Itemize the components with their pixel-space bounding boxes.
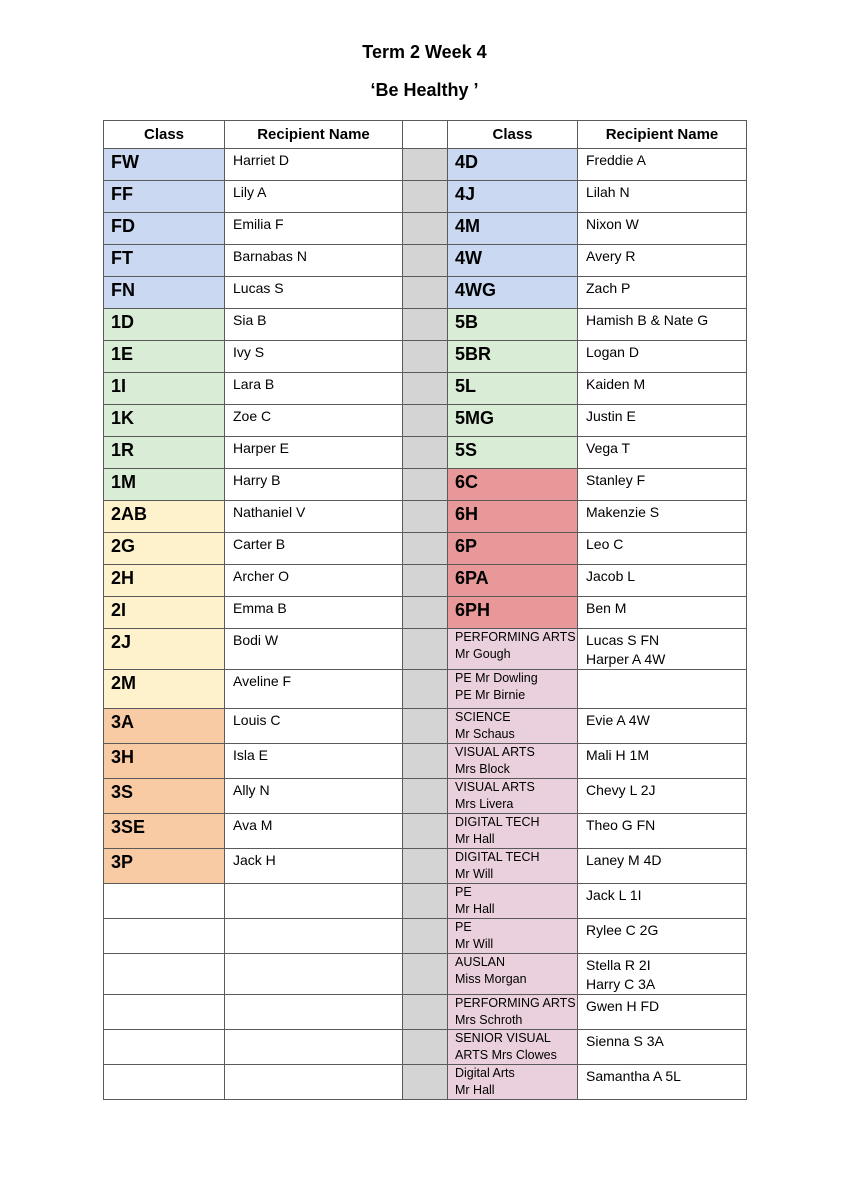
table-row (104, 709, 747, 744)
divider-cell (403, 1030, 448, 1065)
left-recipient-cell (225, 1065, 403, 1100)
right-class-line: VISUAL ARTS (455, 745, 535, 759)
left-recipient-cell: Emilia F (225, 213, 403, 245)
table-row (104, 277, 747, 309)
right-class-line: PERFORMING ARTS (455, 996, 576, 1010)
right-class-line: Mr Hall (455, 902, 495, 916)
right-class-cell (448, 373, 578, 405)
left-recipient-cell: Lucas S (225, 277, 403, 309)
right-class-line: Mr Will (455, 867, 494, 881)
table-row (104, 995, 747, 1030)
right-recipient-cell (578, 565, 747, 597)
right-recipient-cell (578, 629, 747, 670)
right-recipient-cell (578, 919, 747, 954)
right-class-cell (448, 919, 578, 954)
right-class-line: DIGITAL TECH (455, 850, 540, 864)
right-class-line: PE (455, 920, 472, 934)
right-recipient-line: Leo C (586, 536, 624, 552)
left-class-cell: 3P (104, 849, 225, 884)
table-row (104, 954, 747, 995)
table-row (104, 670, 747, 709)
divider-cell (403, 597, 448, 629)
table-row (104, 849, 747, 884)
right-class-cell (448, 565, 578, 597)
right-class-line: 4M (455, 216, 481, 236)
right-class-line: ARTS Mrs Clowes (455, 1048, 557, 1062)
right-class-line: 5B (455, 312, 479, 332)
right-class-cell (448, 501, 578, 533)
divider-cell (403, 709, 448, 744)
right-class-cell (448, 213, 578, 245)
right-recipient-line: Kaiden M (586, 376, 646, 392)
right-class-cell (448, 629, 578, 670)
right-recipient-line: Avery R (586, 248, 636, 264)
divider-cell (403, 670, 448, 709)
left-recipient-cell: Barnabas N (225, 245, 403, 277)
right-class-line: Mr Hall (455, 1083, 495, 1097)
right-class-line: 5S (455, 440, 478, 460)
left-recipient-cell: Archer O (225, 565, 403, 597)
table-row (104, 245, 747, 277)
right-class-cell (448, 309, 578, 341)
right-recipient-line: Ben M (586, 600, 627, 616)
table-row (104, 814, 747, 849)
left-class-cell (104, 1065, 225, 1100)
right-recipient-cell (578, 1030, 747, 1065)
divider-cell (403, 149, 448, 181)
left-recipient-cell (225, 995, 403, 1030)
table-row (104, 341, 747, 373)
right-recipient-cell (578, 849, 747, 884)
page-title: Term 2 Week 4 (362, 42, 487, 62)
right-recipient-cell (578, 309, 747, 341)
right-recipient-cell (578, 245, 747, 277)
right-recipient-cell (578, 501, 747, 533)
right-recipient-cell (578, 1065, 747, 1100)
left-recipient-cell: Carter B (225, 533, 403, 565)
right-recipient-cell (578, 814, 747, 849)
left-recipient-cell: Harriet D (225, 149, 403, 181)
table-row (104, 629, 747, 670)
left-recipient-cell: Emma B (225, 597, 403, 629)
left-class-cell (104, 884, 225, 919)
right-recipient-line: Harper A 4W (586, 651, 666, 667)
right-recipient-line: Jack L 1I (586, 887, 642, 903)
table-row (104, 437, 747, 469)
left-recipient-cell: Nathaniel V (225, 501, 403, 533)
right-class-cell (448, 779, 578, 814)
divider-cell (403, 995, 448, 1030)
right-class-line: 5BR (455, 344, 492, 364)
right-recipient-line: Jacob L (586, 568, 636, 584)
right-class-cell (448, 1065, 578, 1100)
right-recipient-cell (578, 954, 747, 995)
right-recipient-cell (578, 469, 747, 501)
right-recipient-line: Nixon W (586, 216, 639, 232)
right-class-cell (448, 597, 578, 629)
left-class-cell: FF (104, 181, 225, 213)
right-class-cell (448, 1030, 578, 1065)
right-class-cell (448, 277, 578, 309)
divider-cell (403, 469, 448, 501)
right-class-line: 4WG (455, 280, 497, 300)
left-class-cell: 1E (104, 341, 225, 373)
left-class-cell: 1M (104, 469, 225, 501)
left-class-cell: 1K (104, 405, 225, 437)
left-recipient-cell: Louis C (225, 709, 403, 744)
right-recipient-line: Mali H 1M (586, 747, 650, 763)
left-class-cell: 3A (104, 709, 225, 744)
divider-cell (403, 919, 448, 954)
right-recipient-line: Stanley F (586, 472, 646, 488)
left-class-cell (104, 919, 225, 954)
right-recipient-cell (578, 181, 747, 213)
left-class-cell: 1R (104, 437, 225, 469)
left-recipient-cell: Ivy S (225, 341, 403, 373)
divider-cell (403, 277, 448, 309)
right-class-line: SENIOR VISUAL (455, 1031, 551, 1045)
divider-cell (403, 309, 448, 341)
left-class-cell: 2AB (104, 501, 225, 533)
right-class-cell (448, 744, 578, 779)
divider-cell (403, 181, 448, 213)
divider-cell (403, 744, 448, 779)
divider-cell (403, 213, 448, 245)
right-recipient-line: Zach P (586, 280, 631, 296)
right-class-line: AUSLAN (455, 955, 506, 969)
left-class-cell: FW (104, 149, 225, 181)
left-class-cell: 1I (104, 373, 225, 405)
left-recipient-cell: Aveline F (225, 670, 403, 709)
table-row (104, 533, 747, 565)
header-recipient-left: Recipient Name (225, 121, 403, 149)
header-recipient-right: Recipient Name (578, 121, 747, 149)
right-recipient-cell (578, 277, 747, 309)
right-recipient-cell (578, 744, 747, 779)
right-class-line: DIGITAL TECH (455, 815, 540, 829)
right-recipient-line: Makenzie S (586, 504, 660, 520)
right-class-line: 6H (455, 504, 479, 524)
left-recipient-cell: Harry B (225, 469, 403, 501)
left-recipient-cell: Isla E (225, 744, 403, 779)
right-class-cell (448, 954, 578, 995)
right-recipient-cell (578, 597, 747, 629)
right-class-cell (448, 245, 578, 277)
right-class-cell (448, 149, 578, 181)
right-class-line: 4J (455, 184, 476, 204)
left-recipient-cell: Ally N (225, 779, 403, 814)
divider-cell (403, 437, 448, 469)
left-class-cell: 2J (104, 629, 225, 670)
right-recipient-cell (578, 779, 747, 814)
right-recipient-line: Rylee C 2G (586, 922, 659, 938)
divider-cell (403, 629, 448, 670)
left-recipient-cell: Lily A (225, 181, 403, 213)
right-class-cell (448, 341, 578, 373)
right-class-cell (448, 533, 578, 565)
right-class-line: PE Mr Birnie (455, 688, 526, 702)
right-class-line: PERFORMING ARTS (455, 630, 576, 644)
left-class-cell: 2H (104, 565, 225, 597)
right-recipient-cell (578, 213, 747, 245)
left-recipient-cell (225, 884, 403, 919)
right-recipient-line: Chevy L 2J (586, 782, 656, 798)
right-recipient-line: Hamish B & Nate G (586, 312, 709, 328)
right-class-line: 6P (455, 536, 478, 556)
right-class-cell (448, 405, 578, 437)
divider-cell (403, 405, 448, 437)
table-body (104, 149, 747, 1100)
right-recipient-line: Evie A 4W (586, 712, 650, 728)
divider-cell (403, 779, 448, 814)
left-class-cell: 2M (104, 670, 225, 709)
right-class-line: SCIENCE (455, 710, 511, 724)
table-row (104, 213, 747, 245)
divider-cell (403, 501, 448, 533)
left-recipient-cell (225, 1030, 403, 1065)
right-class-line: Mrs Schroth (455, 1013, 523, 1027)
right-recipient-line: Logan D (586, 344, 639, 360)
table-row (104, 309, 747, 341)
right-class-cell (448, 181, 578, 213)
right-class-cell (448, 469, 578, 501)
table-row (104, 884, 747, 919)
right-class-line: VISUAL ARTS (455, 780, 535, 794)
left-recipient-cell: Ava M (225, 814, 403, 849)
header-class-left: Class (104, 121, 225, 149)
right-class-cell (448, 670, 578, 709)
left-class-cell: 1D (104, 309, 225, 341)
table-row (104, 469, 747, 501)
right-class-line: Mr Hall (455, 832, 495, 846)
left-recipient-cell: Zoe C (225, 405, 403, 437)
right-recipient-cell (578, 670, 747, 709)
table-row (104, 1030, 747, 1065)
divider-cell (403, 341, 448, 373)
right-class-cell (448, 709, 578, 744)
left-class-cell (104, 1030, 225, 1065)
right-class-cell (448, 849, 578, 884)
right-class-cell (448, 995, 578, 1030)
right-class-line: 6PH (455, 600, 491, 620)
right-class-line: Miss Morgan (455, 972, 527, 986)
left-class-cell (104, 995, 225, 1030)
table-row (104, 1065, 747, 1100)
right-recipient-cell (578, 533, 747, 565)
left-class-cell: FN (104, 277, 225, 309)
right-recipient-line: Lucas S FN (586, 632, 660, 648)
right-class-cell (448, 437, 578, 469)
divider-cell (403, 245, 448, 277)
right-recipient-line: Vega T (586, 440, 631, 456)
right-recipient-line: Theo G FN (586, 817, 656, 833)
left-class-cell: 3S (104, 779, 225, 814)
table-row (104, 149, 747, 181)
left-recipient-cell (225, 919, 403, 954)
right-recipient-line: Justin E (586, 408, 636, 424)
left-recipient-cell: Bodi W (225, 629, 403, 670)
left-recipient-cell (225, 954, 403, 995)
table-row (104, 779, 747, 814)
table-row (104, 501, 747, 533)
right-class-line: Digital Arts (455, 1066, 515, 1080)
right-recipient-line: Sienna S 3A (586, 1033, 664, 1049)
right-class-line: Mr Will (455, 937, 494, 951)
divider-cell (403, 1065, 448, 1100)
header-class-right: Class (448, 121, 578, 149)
left-recipient-cell: Sia B (225, 309, 403, 341)
left-recipient-cell: Jack H (225, 849, 403, 884)
right-recipient-line: Laney M 4D (586, 852, 662, 868)
left-class-cell: 3SE (104, 814, 225, 849)
right-recipient-cell (578, 405, 747, 437)
table-row (104, 744, 747, 779)
left-recipient-cell: Harper E (225, 437, 403, 469)
left-class-cell: 2I (104, 597, 225, 629)
right-recipient-cell (578, 149, 747, 181)
right-recipient-cell (578, 884, 747, 919)
left-class-cell: FT (104, 245, 225, 277)
right-recipient-cell (578, 373, 747, 405)
right-class-line: Mr Gough (455, 647, 511, 661)
right-recipient-line: Harry C 3A (586, 976, 656, 992)
right-recipient-cell (578, 995, 747, 1030)
right-class-line: PE (455, 885, 472, 899)
table-row (104, 405, 747, 437)
divider-cell (403, 814, 448, 849)
right-class-line: 4D (455, 152, 479, 172)
right-class-line: Mrs Block (455, 762, 510, 776)
right-class-cell (448, 884, 578, 919)
divider-cell (403, 849, 448, 884)
right-recipient-cell (578, 437, 747, 469)
left-class-cell (104, 954, 225, 995)
right-class-line: 5MG (455, 408, 495, 428)
table-row (104, 373, 747, 405)
divider-cell (403, 121, 448, 149)
right-class-line: 5L (455, 376, 477, 396)
table-row (104, 565, 747, 597)
divider-cell (403, 954, 448, 995)
divider-cell (403, 884, 448, 919)
right-recipient-line: Stella R 2I (586, 957, 651, 973)
left-class-cell: 3H (104, 744, 225, 779)
right-recipient-cell (578, 709, 747, 744)
right-class-line: Mr Schaus (455, 727, 515, 741)
right-class-line: 6PA (455, 568, 489, 588)
awards-table (103, 120, 747, 1100)
page-subtitle: ‘Be Healthy ’ (370, 80, 479, 100)
right-class-line: 4W (455, 248, 482, 268)
right-class-cell (448, 814, 578, 849)
right-recipient-line: Freddie A (586, 152, 646, 168)
right-recipient-line: Lilah N (586, 184, 630, 200)
right-recipient-line: Gwen H FD (586, 998, 660, 1014)
table-row (104, 919, 747, 954)
left-class-cell: 2G (104, 533, 225, 565)
right-class-line: 6C (455, 472, 479, 492)
table-row (104, 181, 747, 213)
left-class-cell: FD (104, 213, 225, 245)
divider-cell (403, 565, 448, 597)
right-recipient-cell (578, 341, 747, 373)
header-row (104, 121, 747, 149)
divider-cell (403, 373, 448, 405)
right-class-line: Mrs Livera (455, 797, 514, 811)
left-recipient-cell: Lara B (225, 373, 403, 405)
table-row (104, 597, 747, 629)
divider-cell (403, 533, 448, 565)
right-recipient-line: Samantha A 5L (586, 1068, 681, 1084)
right-class-line: PE Mr Dowling (455, 671, 538, 685)
